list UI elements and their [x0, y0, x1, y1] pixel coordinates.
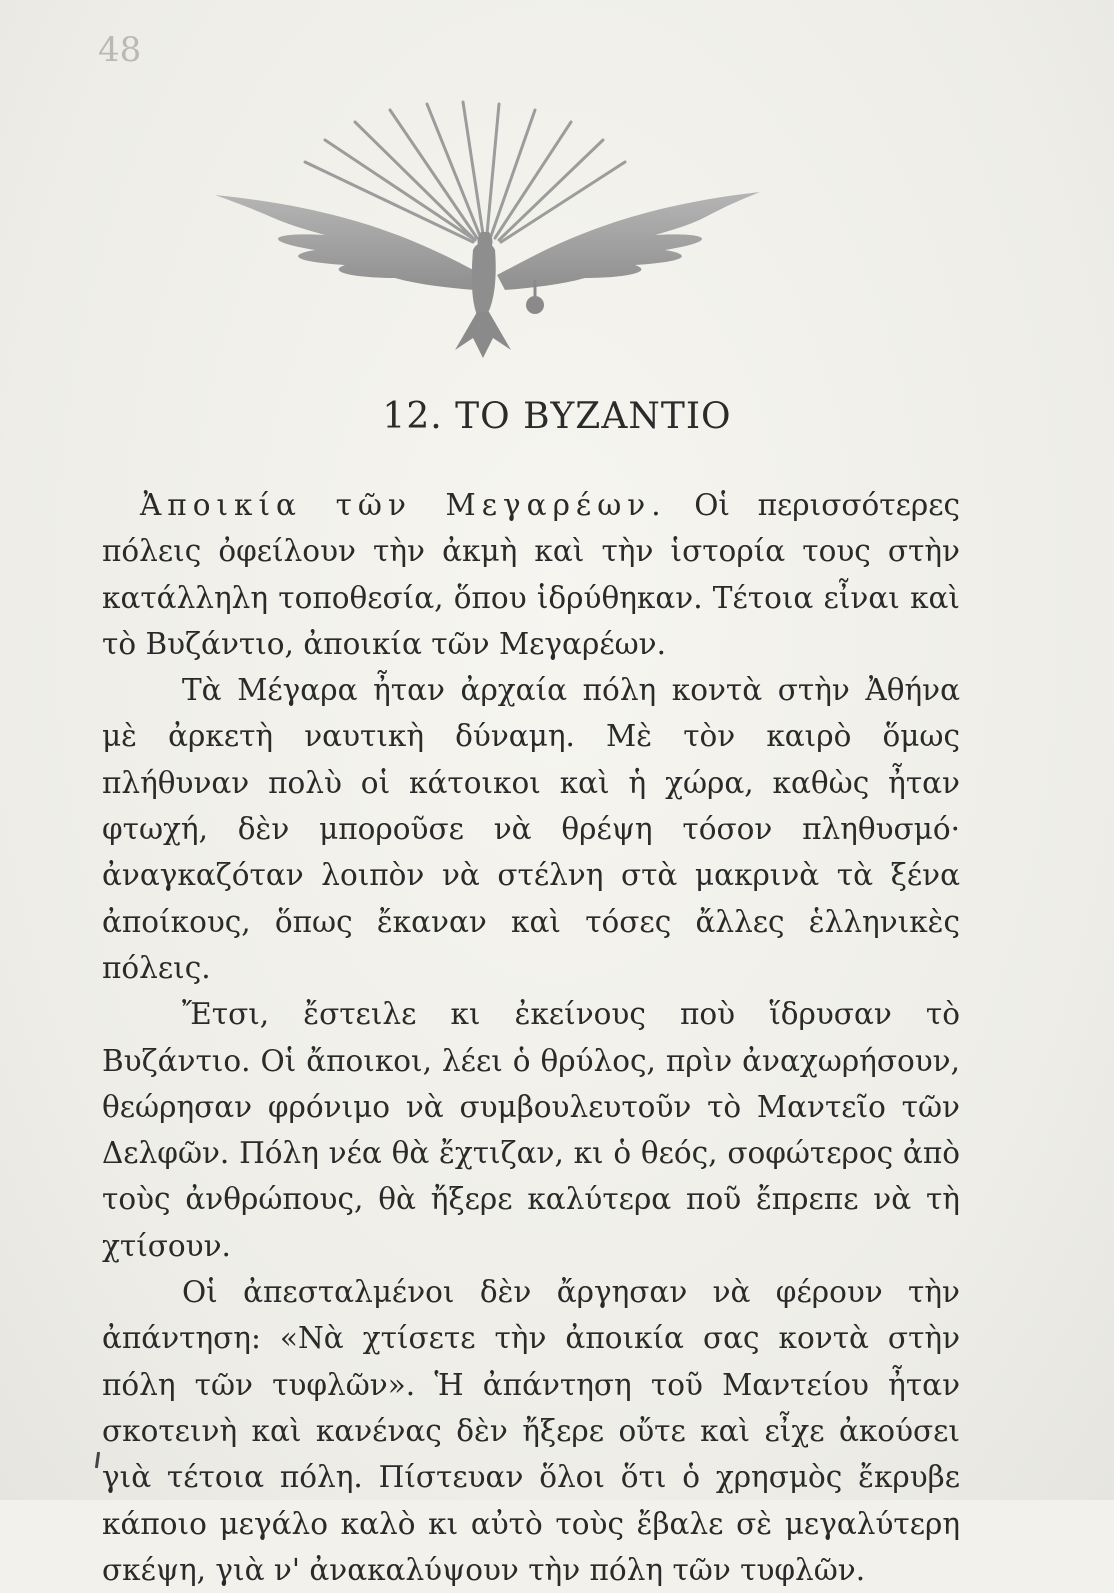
chapter-title: 12. ΤΟ ΒΥΖΑΝΤΙΟ — [382, 396, 732, 437]
paragraph-lead: Ἀποικία τῶν Μεγαρέων. — [140, 488, 667, 522]
stray-ink-mark — [95, 1452, 100, 1468]
paragraph-1 — [102, 482, 960, 667]
paragraph-3: Ἔτσι, ἔστειλε κι ἐκείνους ποὺ ἵδρυσαν τὸ Βυζάντιο. Οἱ ἄποικοι, λέει ὁ θρύλος, πρὶν ἀναχωρήσουν, θεώρησαν φρόνιμο νὰ συμβουλευτοῦν τὸ Μαντεῖο τῶν Δελφῶν. Πόλη νέα θὰ ἔχτιζαν, κι ὁ θεός, σοφώτερος ἀπὸ τοὺς ἀνθρώπους, θὰ ἤξερε καλύτερα ποῦ ἔπρεπε νὰ τὴ χτίσουν. — [102, 997, 960, 1263]
paragraph-2: Τὰ Μέγαρα ἦταν ἀρχαία πόλη κοντὰ στὴν Ἀθήνα μὲ ἀρκετὴ ναυτικὴ δύναμη. Μὲ τὸν καιρὸ ὅμως πλήθυναν πολὺ οἱ κάτοικοι καὶ ἡ χώρα, καθὼς ἦταν φτωχή, δὲν μποροῦσε νὰ θρέψη τόσον πληθυσμό· ἀναγκαζόταν λοιπὸν νὰ στέλνη στὰ μακρινὰ τὰ ξένα ἀποίκους, ὅπως ἔκαναν καὶ τόσες ἄλλες ἑλληνικὲς πόλεις. — [102, 673, 960, 985]
paragraph-text: Οἱ περισσότερες πόλεις ὀφείλουν τὴν ἀκμὴ καὶ τὴν ἱστορία τους στὴν κατάλληλη τοποθεσία, ὅπου ἱδρύθηκαν. Τέτοια εἶναι καὶ τὸ Βυζάντιο, ἀποικία τῶν Μεγαρέων. — [102, 488, 961, 661]
paragraph-4: Οἱ ἀπεσταλμένοι δὲν ἄργησαν νὰ φέρουν τὴν ἀπάντηση: «Νὰ χτίσετε τὴν ἀποικία σας κοντὰ στὴν πόλη τῶν τυφλῶν». Ἡ ἀπάντηση τοῦ Μαντείου ἦταν σκοτεινὴ καὶ κανένας δὲν ἤξερε οὔτε καὶ εἶχε ἀκούσει γιὰ τέτοια πόλη. Πίστευαν ὅλοι ὅτι ὁ χρησμὸς ἔκρυβε κάποιο μεγάλο καλὸ κι αὐτὸ τοὺς ἔβαλε σὲ μεγαλύτερη σκέψη, γιὰ ν' ἀνακαλύψουν τὴν πόλη τῶν τυφλῶν. — [102, 1275, 960, 1587]
page-number: 48 — [98, 30, 142, 70]
body-text — [102, 482, 960, 1593]
phoenix-rising-sun-icon — [205, 100, 765, 360]
